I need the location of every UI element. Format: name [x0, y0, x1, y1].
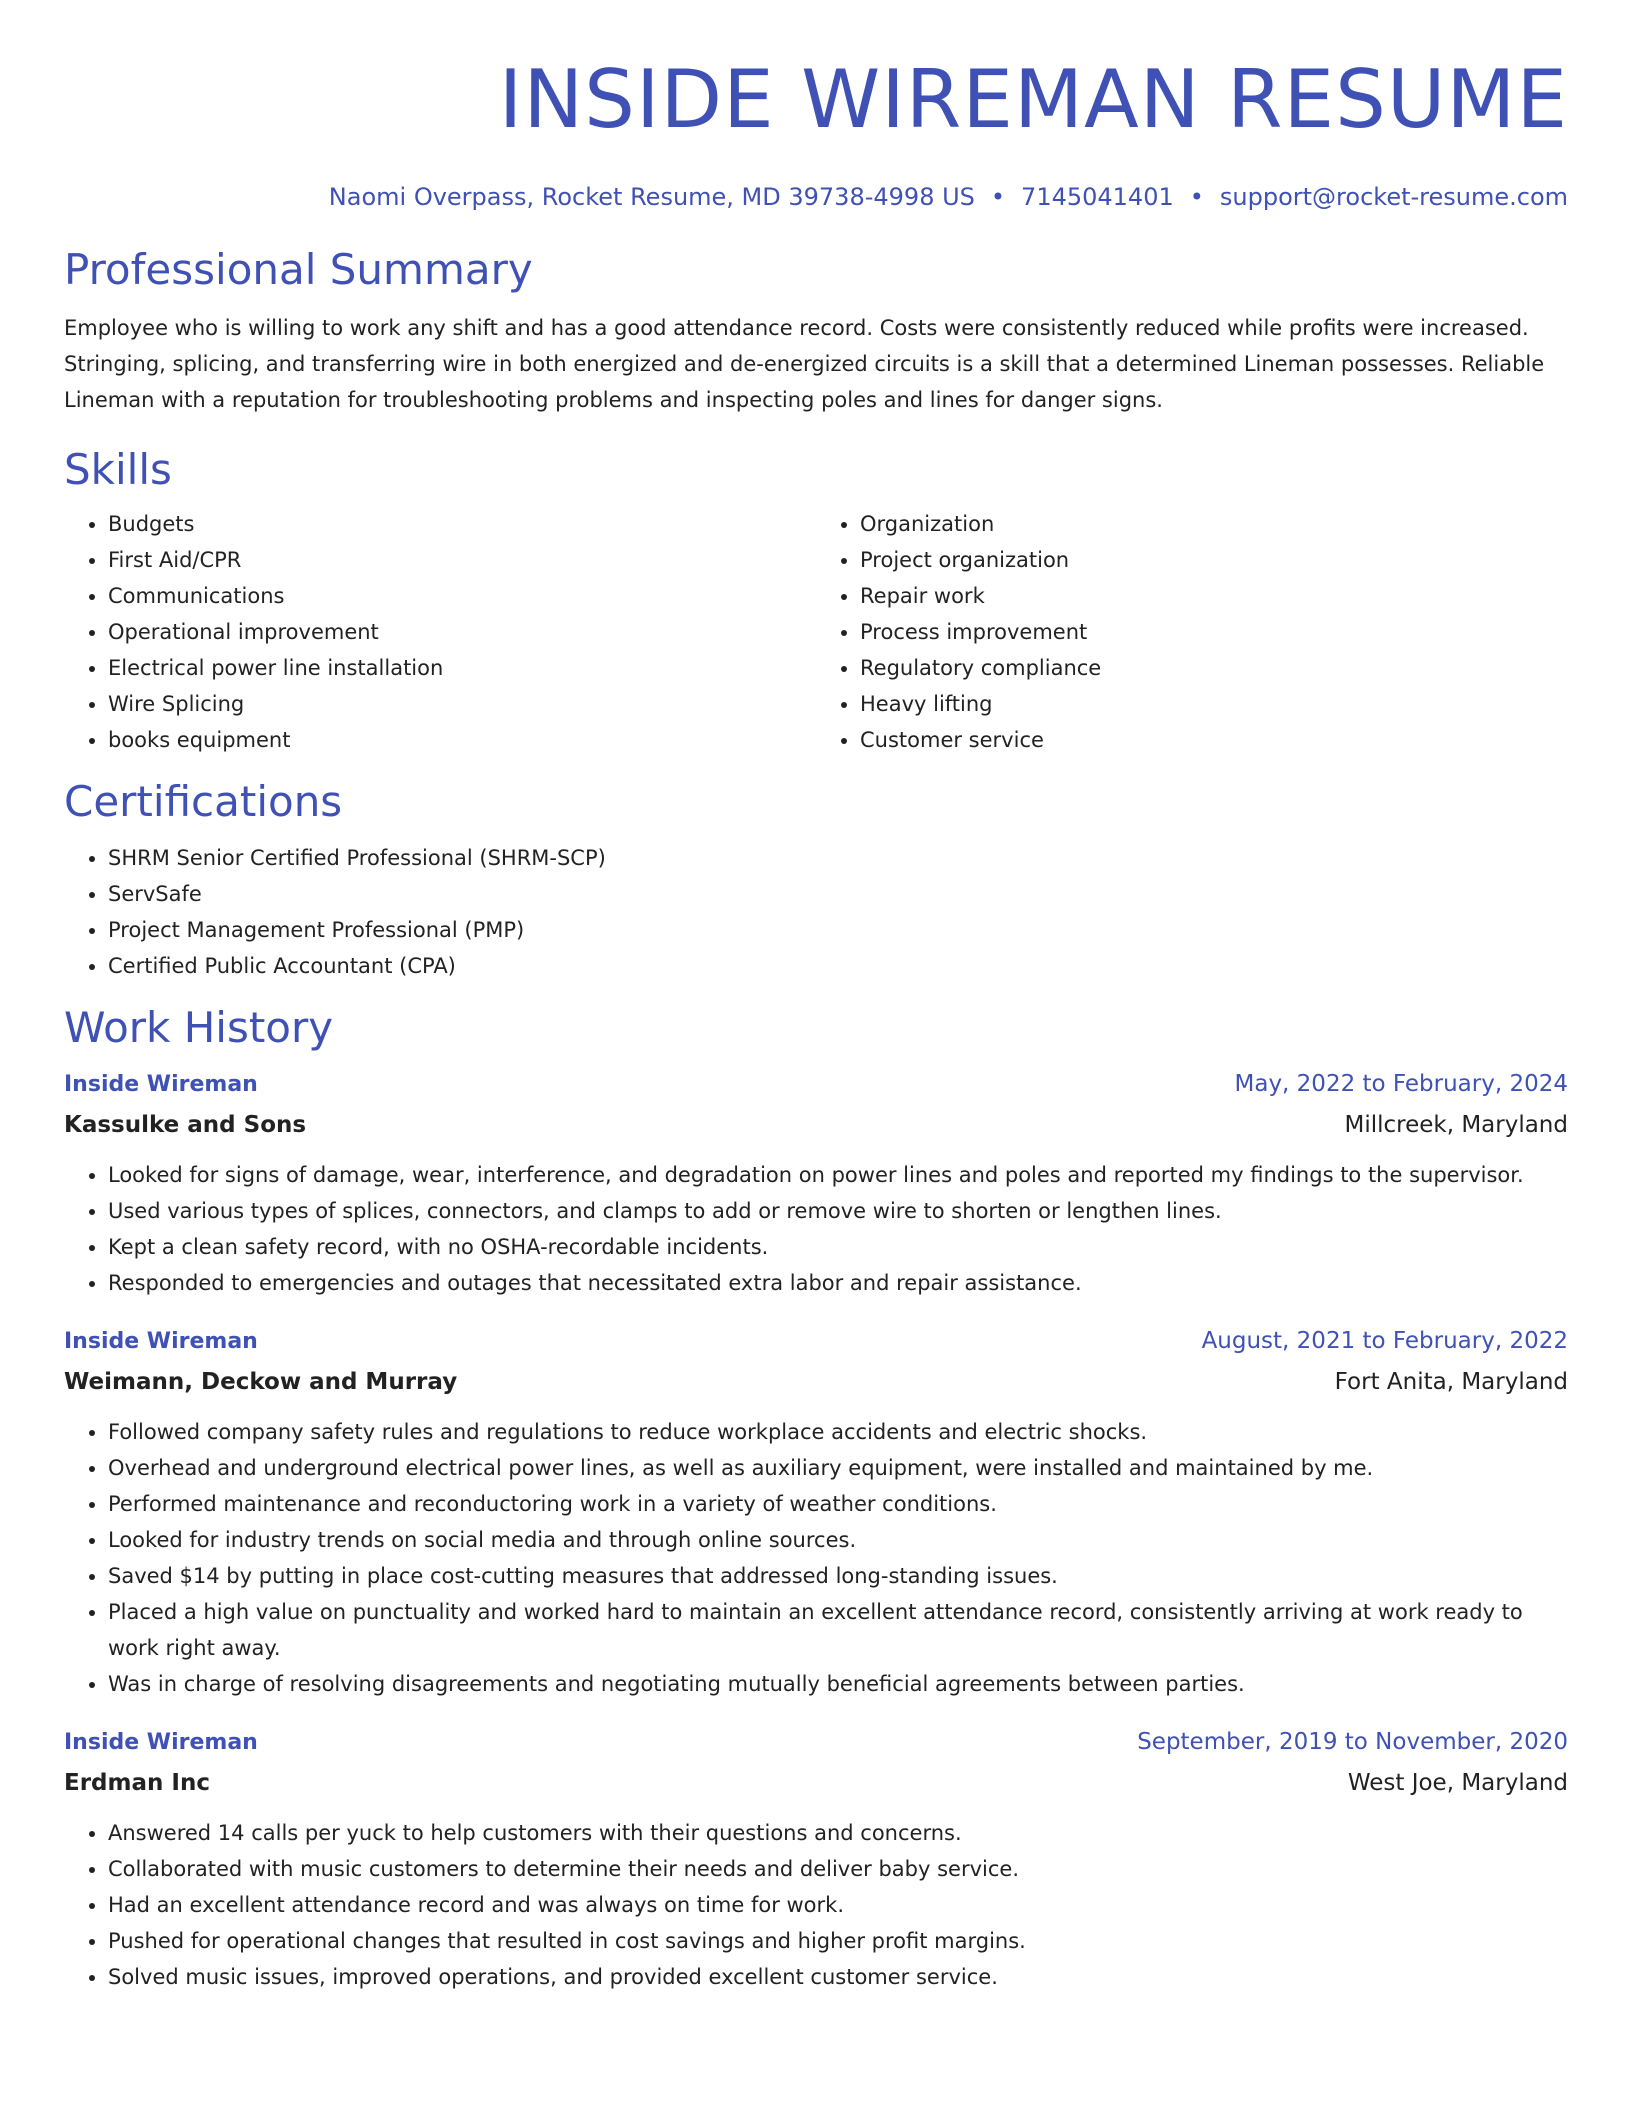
- job-bullet-list: [64, 1815, 1568, 1995]
- certification-item: • ServSafe: [108, 876, 1568, 912]
- skill-item: • Repair work: [860, 578, 1568, 614]
- skill-item: • books equipment: [108, 722, 816, 758]
- certification-item: • Project Management Professional (PMP): [108, 912, 1568, 948]
- contact-address: Naomi Overpass, Rocket Resume, MD 39738-4998 US: [328, 183, 975, 211]
- job-bullet: • Pushed for operational changes that resulted in cost savings and higher profit margins.: [108, 1923, 1568, 1959]
- job-bullet: • Looked for industry trends on social media and through online sources.: [108, 1522, 1568, 1558]
- skill-item: • Electrical power line installation: [108, 650, 816, 686]
- skill-item: • First Aid/CPR: [108, 542, 816, 578]
- skill-item: • Communications: [108, 578, 816, 614]
- summary-text: Employee who is willing to work any shift and has a good attendance record. Costs were consistently reduced while profits were increased. Stringing, splicing, and transferring wire in both energized and de-energized circuits is a skill that a determined Lineman possesses. Reliable Lineman with a reputation for troubleshooting problems and inspecting poles and lines for danger signs.: [64, 316, 1545, 412]
- skill-item: • Organization: [860, 506, 1568, 542]
- skill-item: • Heavy lifting: [860, 686, 1568, 722]
- job-bullet: • Kept a clean safety record, with no OSHA-recordable incidents.: [108, 1229, 1568, 1265]
- job-company-row: [64, 1105, 1568, 1145]
- job-bullet: • Followed company safety rules and regulations to reduce workplace accidents and electric shocks.: [108, 1414, 1568, 1450]
- skill-item: • Project organization: [860, 542, 1568, 578]
- contact-email[interactable]: support@rocket-resume.com: [1219, 183, 1568, 211]
- job-header-row: [64, 1722, 1568, 1763]
- job-title: Inside Wireman: [64, 1072, 258, 1097]
- job-bullet: • Was in charge of resolving disagreements and negotiating mutually beneficial agreements between parties.: [108, 1666, 1568, 1702]
- job-bullet: • Used various types of splices, connectors, and clamps to add or remove wire to shorten or lengthen lines.: [108, 1193, 1568, 1229]
- skill-item: • Budgets: [108, 506, 816, 542]
- job-bullet: • Placed a high value on punctuality and worked hard to maintain an excellent attendance record, consistently arriving at work ready to work right away.: [108, 1594, 1568, 1666]
- job-location: Millcreek, Maryland: [1344, 1112, 1568, 1138]
- skill-item: • Wire Splicing: [108, 686, 816, 722]
- job-bullet: • Had an excellent attendance record and was always on time for work.: [108, 1887, 1568, 1923]
- resume-title: INSIDE WIREMAN RESUME: [498, 53, 1568, 146]
- job-bullet: • Solved music issues, improved operations, and provided excellent customer service.: [108, 1959, 1568, 1995]
- contact-separator: •: [990, 183, 1006, 211]
- job-dates: May, 2022 to February, 2024: [1234, 1071, 1568, 1097]
- skills-heading: Skills: [64, 445, 172, 494]
- job-entry: [64, 1064, 1568, 1301]
- skills-right-list: [816, 506, 1568, 758]
- skills-columns: [64, 506, 1568, 758]
- job-header-row: [64, 1321, 1568, 1362]
- skill-item: • Customer service: [860, 722, 1568, 758]
- job-title: Inside Wireman: [64, 1730, 258, 1755]
- certifications-list: [64, 840, 1568, 984]
- certification-item: • SHRM Senior Certified Professional (SHRM-SCP): [108, 840, 1568, 876]
- contact-separator: •: [1189, 183, 1204, 211]
- job-bullet: • Answered 14 calls per yuck to help customers with their questions and concerns.: [108, 1815, 1568, 1851]
- job-bullet-list: [64, 1157, 1568, 1301]
- work-history-heading: Work History: [64, 1003, 334, 1052]
- job-location: West Joe, Maryland: [1347, 1770, 1568, 1796]
- job-company: Weimann, Deckow and Murray: [64, 1369, 458, 1395]
- job-header-row: [64, 1064, 1568, 1105]
- job-bullet: • Responded to emergencies and outages that necessitated extra labor and repair assistance.: [108, 1265, 1568, 1301]
- summary-heading: Professional Summary: [64, 245, 533, 294]
- contact-line: [64, 182, 1568, 212]
- job-company: Kassulke and Sons: [64, 1112, 307, 1138]
- job-entry: [64, 1321, 1568, 1702]
- job-bullet: • Saved $14 by putting in place cost-cutting measures that addressed long-standing issues.: [108, 1558, 1568, 1594]
- certifications-heading: Certifications: [64, 777, 343, 826]
- job-bullet: • Collaborated with music customers to determine their needs and deliver baby service.: [108, 1851, 1568, 1887]
- skills-left-list: [64, 506, 816, 758]
- skill-item: • Process improvement: [860, 614, 1568, 650]
- skill-item: • Regulatory compliance: [860, 650, 1568, 686]
- job-bullet-list: [64, 1414, 1568, 1702]
- certification-item: • Certified Public Accountant (CPA): [108, 948, 1568, 984]
- job-company-row: [64, 1763, 1568, 1803]
- job-dates: August, 2021 to February, 2022: [1201, 1328, 1568, 1354]
- job-bullet: • Overhead and underground electrical power lines, as well as auxiliary equipment, were installed and maintained by me.: [108, 1450, 1568, 1486]
- job-company: Erdman Inc: [64, 1770, 210, 1796]
- job-bullet: • Performed maintenance and reconductoring work in a variety of weather conditions.: [108, 1486, 1568, 1522]
- contact-phone[interactable]: 7145041401: [1021, 183, 1174, 211]
- job-dates: September, 2019 to November, 2020: [1137, 1729, 1568, 1755]
- skill-item: • Operational improvement: [108, 614, 816, 650]
- job-title: Inside Wireman: [64, 1329, 258, 1354]
- job-company-row: [64, 1362, 1568, 1402]
- job-entry: [64, 1722, 1568, 1995]
- job-bullet: • Looked for signs of damage, wear, interference, and degradation on power lines and poles and reported my findings to the supervisor.: [108, 1157, 1568, 1193]
- job-location: Fort Anita, Maryland: [1334, 1369, 1568, 1395]
